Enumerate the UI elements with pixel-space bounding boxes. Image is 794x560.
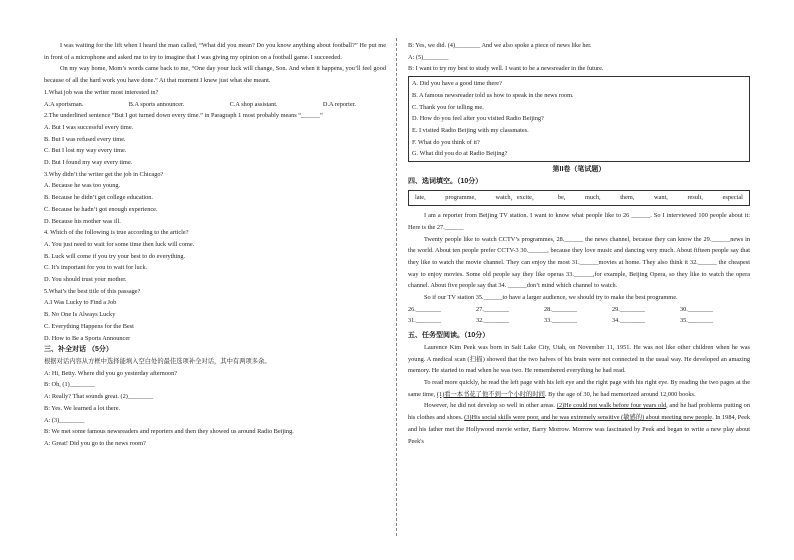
- option: D. Because his mother was ill.: [44, 217, 121, 225]
- underlined-text: (3)His social skills were poor, and he was extremely sensitive (敏感的) about meeting new people: [464, 414, 713, 422]
- section-3-title: 三、补全对话 （5分）: [44, 346, 113, 354]
- option: C. But I lost my way every time.: [44, 147, 127, 155]
- section-4-title: 四、选词填空。（10分）: [408, 177, 483, 185]
- question-2: 2.The underlined sentence “But I got turned down every time.” in Paragraph 1 most probably means “______”: [44, 112, 323, 120]
- answer-blank[interactable]: 30.________: [680, 305, 714, 313]
- word-bank: [408, 190, 750, 206]
- word-bank-item: be,: [557, 194, 566, 202]
- box-option: F. What do you think of it?: [412, 138, 480, 146]
- word-bank-item: late,: [415, 194, 426, 202]
- text: To read more quickly, he read the left page with his left eye and the right page with his right eye. By reading the two pages at the same time,: [408, 378, 750, 398]
- answer-blanks-row: [408, 315, 750, 327]
- answer-blanks-row: [408, 304, 750, 316]
- dialogue-line: A: Really? That sounds great. (2)________: [44, 393, 154, 401]
- text: , and he had problems putting on his clothes and shoes.: [408, 402, 750, 422]
- option: B. But I was refused every time.: [44, 135, 126, 143]
- dialogue-line: B: We met some famous newsreaders and reporters and then they showed us around Radio Beijing.: [44, 428, 294, 436]
- dialogue-line: A: (5)________: [408, 53, 449, 61]
- option: A.A sportsman.: [44, 100, 84, 108]
- question-4: 4. Which of the following is true according to the article?: [44, 229, 189, 237]
- text: . In 1984, Peek and his father met the Hollywood movie writer, Barry Morrow. Morrow was fascinated by Peek and began to write a new play about Peek's: [408, 414, 751, 445]
- cloze-paragraph: Twenty people like to watch CCTV’s programmes, 28.______ the news channel, because they can know the 29.______news in the world. About ten people prefer CCTV-3 30.______, because they love music and dancing very much. About fifteen people say that they like to watch the movie channel. They can enjoy the most 31.______movies at home. They also think it 32.______ the cheapest way to enjoy movies. Some old people say they like operas 33.______,for example, Beijing Opera, so they like to watch the opera channel. About five people say that 34. ______don’t mind which channel to watch.: [408, 235, 750, 290]
- option: C. Because he hadn’t got enough experience.: [44, 205, 158, 213]
- option: D. How to Be a Sports Announcer: [44, 334, 131, 342]
- answer-blank[interactable]: 34.________: [612, 317, 646, 325]
- question-3: 3.Why didn’t the writer get the job in Chicago?: [44, 170, 164, 178]
- dialogue-line: B: Yes. We learned a lot there.: [44, 404, 121, 412]
- question-5: 5.What’s the best title of this passage?: [44, 287, 141, 295]
- box-option: E. I visited Radio Beijing with my classmates.: [412, 126, 529, 134]
- box-option: D. How do you feel after you visited Radio Beijing?: [412, 115, 544, 123]
- box-option: C. Thank you for telling me.: [412, 103, 484, 111]
- option: D. But I found my way every time.: [44, 159, 133, 167]
- box-option: A. Did you have a good time there?: [412, 80, 502, 88]
- option: B.A sports announcer.: [128, 100, 185, 108]
- underlined-text: (2)He could not walk before four years old: [556, 402, 667, 410]
- passage-paragraph: I was waiting for the lift when I heard the man called, “What did you mean? Do you know anything about football?” He put me in front of a microphone and asked me to try to imagine that I was giving my opinion on a football game. I succeeded.: [44, 42, 386, 61]
- option: C.A shop assistant.: [229, 100, 278, 108]
- option: C. It’s important for you to wait for luck.: [44, 264, 148, 272]
- option: A. Because he was too young.: [44, 182, 121, 190]
- word-bank-item: programme,: [445, 194, 476, 202]
- task-paragraph: [408, 400, 750, 447]
- text: However, he did not develop so well in other areas.: [424, 402, 557, 410]
- answer-blank[interactable]: 28.________: [544, 305, 578, 313]
- option: D. You should trust your mother.: [44, 276, 127, 284]
- dialogue-line: B: I want to try my best to study well. I want to be a newsreader in the future.: [408, 65, 604, 73]
- answer-blank[interactable]: 33.________: [544, 317, 578, 325]
- underlined-text: (1)看一本书花了他不到一个小时的时间: [436, 390, 545, 398]
- dialogue-line: B: Yes, we did. (4)________ And we also spoke a piece of news like her.: [408, 42, 592, 49]
- task-paragraph: Laurence Kim Peek was born in Salt Lake City, Utah, on November 11, 1951. He was not like other children when he was young. A medical scan (扫描) showed that the two halves of his brain were not connected in the usual way. He developed an amazing memory. He started to read when he was two. He remembered everything he had read.: [408, 343, 750, 375]
- left-column: [44, 40, 386, 450]
- task-paragraph: [408, 377, 750, 400]
- option: A. You just need to wait for some time then luck will come.: [44, 240, 195, 248]
- section-3-instructions: 根据对话内容从方框中选择能填入空白处的最佳选项补全对话，其中有两项多余。: [44, 357, 271, 365]
- word-bank-item: much,: [584, 194, 601, 202]
- answer-blank[interactable]: 31.________: [408, 317, 442, 325]
- section-5-title: 五、任务型阅读。（10分）: [408, 332, 490, 340]
- option: B. No One Is Always Lucky: [44, 311, 116, 319]
- answer-blank[interactable]: 32.________: [476, 317, 510, 325]
- answer-blank[interactable]: 26.________: [408, 305, 442, 313]
- box-option: B. A famous newsreader told us how to speak in the news room.: [412, 91, 574, 99]
- dialogue-line: A: Hi, Betty. Where did you go yesterday afternoon?: [44, 369, 178, 377]
- option: B. Because he didn’t get college education.: [44, 194, 153, 202]
- dialogue-line: A: (3)________: [44, 416, 85, 424]
- cloze-paragraph: So if our TV station 35.______to have a larger audience, we should try to make the best programme.: [424, 294, 678, 302]
- question-1: 1.What job was the writer most interested in?: [44, 88, 159, 96]
- dialogue-line: A: Great! Did you go to the news room?: [44, 439, 146, 447]
- option: B. Luck will come if you try your best to do everything.: [44, 252, 186, 260]
- answer-blank[interactable]: 27.________: [476, 305, 510, 313]
- dialogue-line: B: Oh, (1)________: [44, 381, 95, 389]
- box-option: G. What did you do at Radio Beijing?: [412, 150, 508, 158]
- answer-blank[interactable]: 29.________: [612, 305, 646, 313]
- option: A.I Was Lucky to Find a Job: [44, 299, 117, 307]
- cloze-paragraph: I am a reporter from Beijing TV station. I want to know what people like to 26 ______. So I interviewed 100 people about it: Here is the 27.______: [408, 212, 750, 231]
- word-bank-item: especial: [722, 194, 743, 202]
- question-1-options: [44, 99, 386, 111]
- text: . By the age of 30, he had memorized around 12,000 books.: [544, 390, 696, 398]
- option: C. Everything Happens for the Best: [44, 322, 134, 330]
- right-column: [408, 40, 750, 447]
- option: D.A reporter.: [322, 100, 356, 108]
- column-divider: [396, 38, 397, 536]
- word-bank-item: watch，excite，: [495, 194, 539, 202]
- word-bank-item: result,: [687, 194, 704, 202]
- part-2-title: 第II卷（笔试题）: [552, 166, 606, 174]
- option: A. But I was successful every time.: [44, 123, 134, 131]
- answer-blank[interactable]: 35.________: [680, 317, 714, 325]
- options-box: [408, 76, 750, 162]
- word-bank-item: want,: [653, 194, 668, 202]
- word-bank-item: them,: [620, 194, 635, 202]
- passage-paragraph: On my way home, Mom’s words came back to me, “One day your luck will change, Son. And when it happens, you’ll feel good because of all the hard work you have done.” At that moment I knew just what she meant.: [44, 65, 386, 85]
